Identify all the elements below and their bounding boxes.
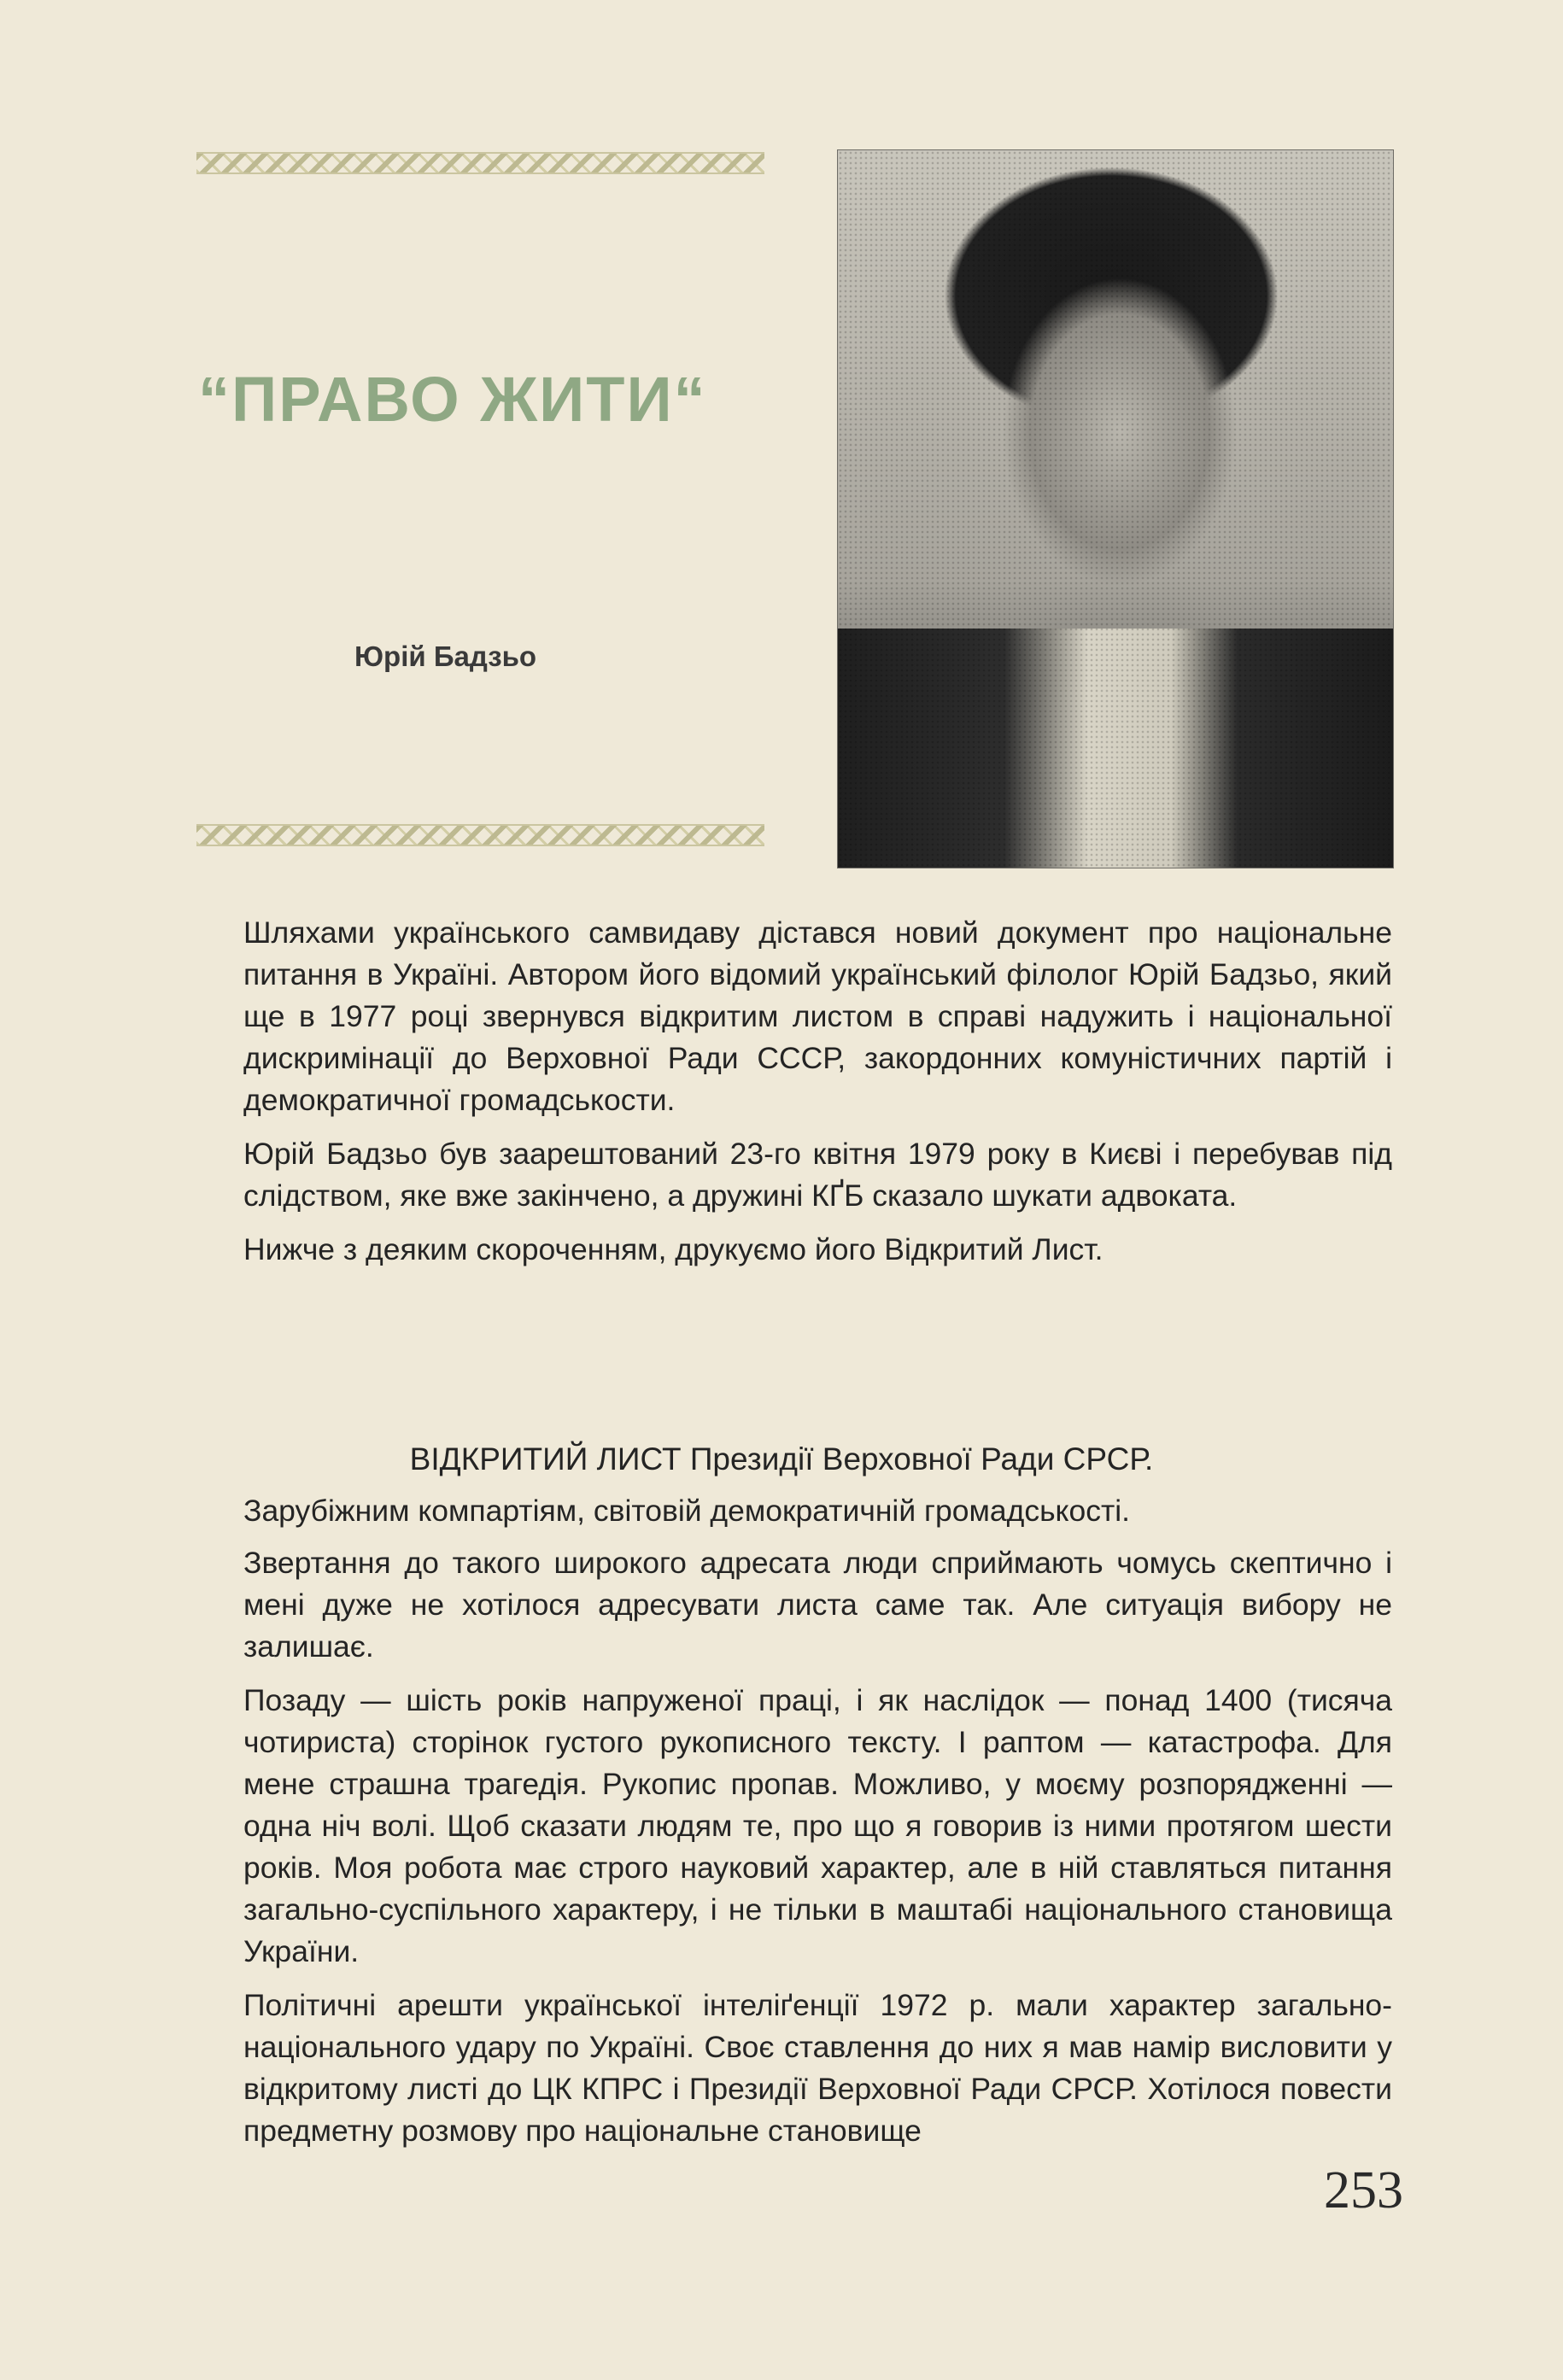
letter-paragraph: Політичні арешти української інтеліґенції 1972 р. мали характер загально-національного удару по Україні. Своє ставлення до них я мав намір висловити у відкритому листі до ЦК КПРС і Президії Верховної Ради СРСР. Хотілося повести предметну розмову про національне становище	[243, 1988, 1392, 2148]
article-title: “ПРАВО ЖИТИ“	[198, 364, 707, 435]
article-author: Юрій Бадзьо	[354, 640, 537, 672]
letter-heading: ВІДКРИТИЙ ЛИСТ Президії Верховної Ради СРСР.	[409, 1441, 1154, 1477]
letter-paragraph: Звертання до такого широкого адресата люди сприймають чомусь скептично і мені дуже не хотілося адресувати листа саме так. Але ситуація вибору не залишає.	[243, 1546, 1392, 1664]
decorative-rope-border-top	[196, 152, 764, 174]
halftone-texture	[838, 150, 1393, 868]
decorative-rope-border-bottom	[196, 824, 764, 846]
letter-paragraph: Позаду — шість років напруженої праці, і як наслідок — понад 1400 (тисяча чотириста) сторінок густого рукописного тексту. І раптом — катастрофа. Для мене страшна трагедія. Рукопис пропав. Можливо, у моєму розпорядженні — одна ніч волі. Щоб сказати людям те, про що я говорив із ними протягом шести років. Моя робота має строго науковий характер, але в ній ставляться питання загально-суспільного характеру, і не тільки в маштабі національного становища України.	[243, 1683, 1392, 1968]
intro-paragraph: Шляхами українського самвидаву дістався новий документ про національне питання в Україні. Автором його відомий український філолог Юрій Бадзьо, який ще в 1977 році звернувся відкритим листом в справі надужить і національної дискримінації до Верховної Ради СССР, закордонних комуністичних партій і демократичної громадськости.	[243, 915, 1392, 1117]
author-portrait-photo	[837, 149, 1394, 868]
page-number: 253	[1324, 2161, 1403, 2219]
intro-paragraph: Юрій Бадзьо був заарештований 23-го квітня 1979 року в Києві і перебував під слідством, яке вже закінчено, а дружині КҐБ сказало шукати адвоката.	[243, 1137, 1392, 1213]
letter-body	[243, 1490, 1392, 2164]
letter-paragraph: Зарубіжним компартіям, світовій демократичній громадськості.	[243, 1494, 1130, 1528]
intro-text	[243, 912, 1392, 1283]
intro-paragraph: Нижче з деяким скороченням, друкуємо його Відкритий Лист.	[243, 1232, 1103, 1266]
